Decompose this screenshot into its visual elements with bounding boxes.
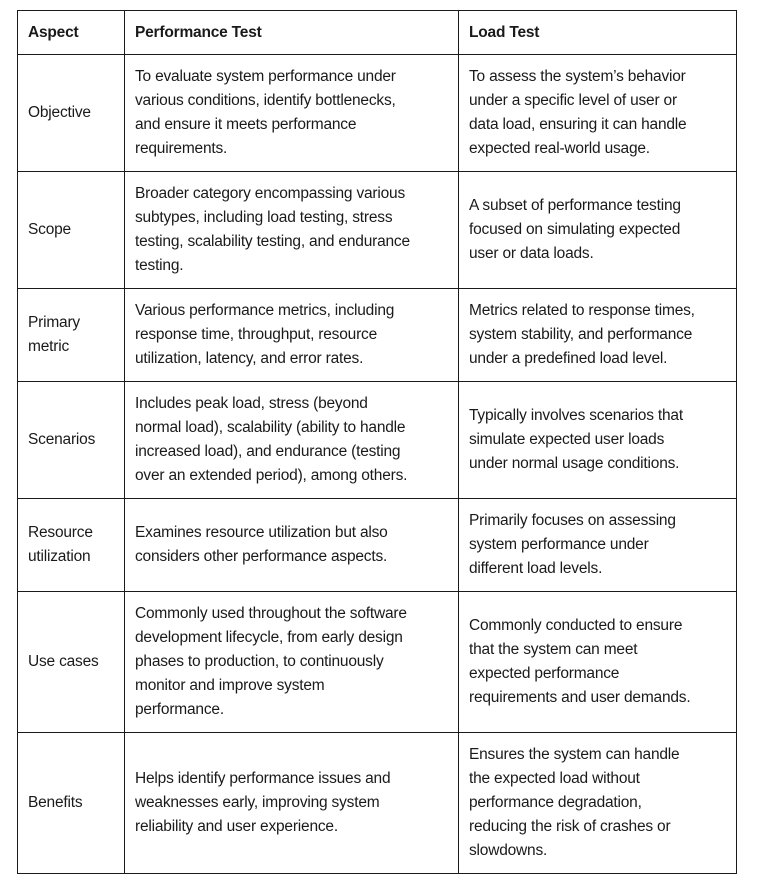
cell-text-line: system stability, and performance [469, 326, 693, 343]
cell-text-line: Scope [28, 221, 71, 238]
table-row-scope [18, 172, 737, 289]
header-row [18, 11, 737, 55]
cell-text-line: metric [28, 338, 69, 355]
header-performance-test: Performance Test [125, 11, 459, 55]
cell-text-line: performance. [135, 701, 224, 718]
cell-text-line: various conditions, identify bottlenecks, [135, 92, 396, 109]
aspect-cell [18, 499, 125, 592]
cell-text-line: Objective [28, 104, 91, 121]
load-test-cell [459, 289, 737, 382]
cell-text-line: requirements. [135, 140, 228, 157]
cell-text-line: Benefits [28, 794, 83, 811]
load-test-cell [459, 733, 737, 874]
performance-test-cell [125, 289, 459, 382]
cell-text-line: To evaluate system performance under [135, 68, 396, 85]
cell-text-line: reducing the risk of crashes or [469, 818, 671, 835]
performance-test-cell [125, 382, 459, 499]
performance-test-cell [125, 499, 459, 592]
table-row-resource-utilization [18, 499, 737, 592]
performance-test-cell [125, 592, 459, 733]
cell-text-line: over an extended period), among others. [135, 467, 408, 484]
cell-text-line: To assess the system’s behavior [469, 68, 686, 85]
cell-text-line: data load, ensuring it can handle [469, 116, 687, 133]
cell-text-line: user or data loads. [469, 245, 594, 262]
aspect-cell [18, 172, 125, 289]
cell-text-line: Helps identify performance issues and [135, 770, 391, 787]
cell-text-line: Commonly used throughout the software [135, 605, 407, 622]
cell-text-line: different load levels. [469, 560, 603, 577]
cell-text-line: utilization [28, 548, 91, 565]
cell-text-line: slowdowns. [469, 842, 548, 859]
cell-text-line: Primary [28, 314, 80, 331]
performance-test-cell [125, 172, 459, 289]
cell-text-line: the expected load without [469, 770, 640, 787]
cell-text-line: requirements and user demands. [469, 689, 691, 706]
cell-text-line: Scenarios [28, 431, 96, 448]
load-test-cell [459, 55, 737, 172]
cell-text-line: monitor and improve system [135, 677, 325, 694]
cell-text-line: subtypes, including load testing, stress [135, 209, 393, 226]
cell-text-line: normal load), scalability (ability to handle [135, 419, 406, 436]
cell-text-line: under a predefined load level. [469, 350, 668, 367]
cell-text-line: increased load), and endurance (testing [135, 443, 401, 460]
load-test-cell [459, 382, 737, 499]
cell-text-line: simulate expected user loads [469, 431, 665, 448]
cell-text-line: Use cases [28, 653, 99, 670]
cell-text-line: Commonly conducted to ensure [469, 617, 683, 634]
cell-text-line: response time, throughput, resource [135, 326, 377, 343]
cell-text-line: Resource [28, 524, 93, 541]
cell-text-line: A subset of performance testing [469, 197, 681, 214]
aspect-cell [18, 289, 125, 382]
cell-text-line: reliability and user experience. [135, 818, 338, 835]
table-row-scenarios [18, 382, 737, 499]
cell-text-line: testing, scalability testing, and endurance [135, 233, 410, 250]
cell-text-line: performance degradation, [469, 794, 642, 811]
cell-text-line: Broader category encompassing various [135, 185, 406, 202]
table-row-use-cases [18, 592, 737, 733]
cell-text-line: Various performance metrics, including [135, 302, 395, 319]
cell-text-line: weaknesses early, improving system [135, 794, 380, 811]
performance-test-cell [125, 55, 459, 172]
load-test-cell [459, 499, 737, 592]
cell-text-line: testing. [135, 257, 184, 274]
cell-text-line: system performance under [469, 536, 649, 553]
aspect-cell [18, 592, 125, 733]
cell-text-line: and ensure it meets performance [135, 116, 357, 133]
load-test-cell [459, 172, 737, 289]
cell-text-line: Typically involves scenarios that [469, 407, 683, 424]
table-row-objective [18, 55, 737, 172]
cell-text-line: under a specific level of user or [469, 92, 677, 109]
performance-test-cell [125, 733, 459, 874]
cell-text-line: utilization, latency, and error rates. [135, 350, 364, 367]
cell-text-line: expected performance [469, 665, 620, 682]
table-row-primary-metric [18, 289, 737, 382]
cell-text-line: Metrics related to response times, [469, 302, 695, 319]
header-load-test: Load Test [459, 11, 737, 55]
aspect-cell [18, 382, 125, 499]
aspect-cell [18, 733, 125, 874]
aspect-cell [18, 55, 125, 172]
cell-text-line: Ensures the system can handle [469, 746, 680, 763]
cell-text-line: under normal usage conditions. [469, 455, 680, 472]
header-aspect: Aspect [18, 11, 125, 55]
cell-text-line: phases to production, to continuously [135, 653, 384, 670]
load-test-cell [459, 592, 737, 733]
cell-text-line: focused on simulating expected [469, 221, 681, 238]
cell-text-line: Includes peak load, stress (beyond [135, 395, 368, 412]
cell-text-line: Examines resource utilization but also [135, 524, 388, 541]
comparison-table [17, 10, 737, 874]
cell-text-line: Primarily focuses on assessing [469, 512, 676, 529]
table-row-benefits [18, 733, 737, 874]
cell-text-line: development lifecycle, from early design [135, 629, 403, 646]
cell-text-line: that the system can meet [469, 641, 638, 658]
cell-text-line: considers other performance aspects. [135, 548, 388, 565]
cell-text-line: expected real-world usage. [469, 140, 650, 157]
